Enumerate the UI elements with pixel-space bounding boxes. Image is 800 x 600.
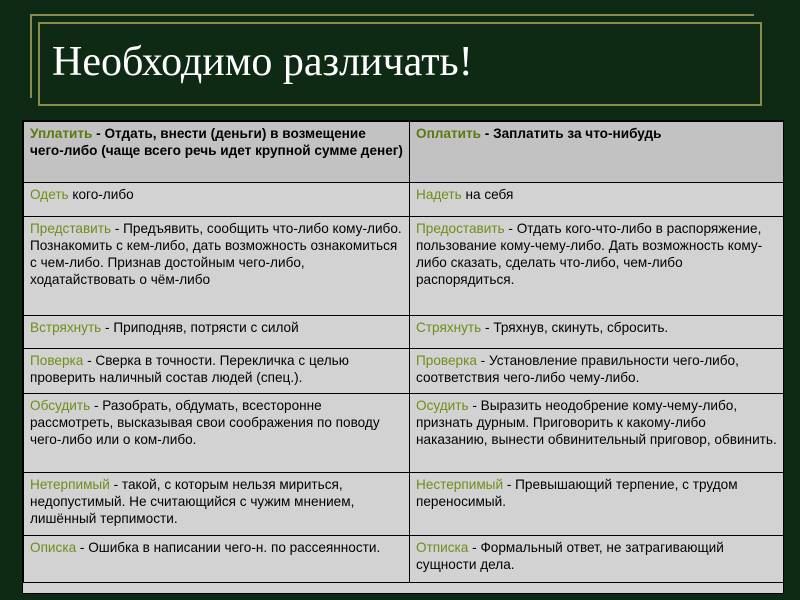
right-cell	[410, 536, 785, 583]
definition: кого-либо	[68, 187, 134, 202]
left-cell	[24, 473, 410, 536]
comparison-table	[23, 121, 784, 583]
term: Нетерпимый	[30, 477, 110, 492]
definition: - Выразить неодобрение кому-чему-либо, признать дурным. Приговорить к какому-либо наказанию, вынести обвинительный приговор, обвинить.	[416, 398, 777, 447]
definition: - Тряхнув, скинуть, сбросить.	[481, 320, 669, 335]
definition: - такой, с которым нельзя мириться, недопустимый. Не считающийся с чужим мнением, лишённый терпимости.	[30, 477, 355, 526]
table-row	[24, 316, 785, 349]
term: Стряхнуть	[416, 320, 482, 335]
page-title: Необходимо различать!	[52, 39, 473, 85]
table-row	[24, 394, 785, 473]
term: Встряхнуть	[30, 320, 102, 335]
right-cell	[410, 349, 785, 394]
definition: - Приподняв, потрясти с силой	[101, 320, 299, 335]
right-cell	[410, 217, 785, 316]
definition: - Сверка в точности. Перекличка с целью проверить наличный состав людей (спец.).	[30, 353, 349, 385]
definition: - Предъявить, сообщить что-либо кому-либо. Познакомить с кем-либо, дать возможность ознакомиться с чем-либо. Признав достойным чего-либо, ходатайствовать о чём-либо	[30, 221, 402, 287]
right-cell	[410, 394, 785, 473]
definition: - Разобрать, обдумать, всесторонне рассмотреть, высказывая свои соображения по поводу чего-либо или о ком-либо.	[30, 398, 380, 447]
left-cell	[24, 536, 410, 583]
title-frame	[38, 22, 762, 106]
definition: - Отдать, внести (деньги) в возмещение чего-либо (чаще всего речь идет крупной сумме денег)	[30, 126, 403, 158]
term: Оплатить	[416, 126, 482, 141]
table-row	[24, 349, 785, 394]
table-row	[24, 473, 785, 536]
table-row	[24, 217, 785, 316]
term: Представить	[30, 221, 112, 236]
definition: - Превышающий терпение, с трудом переносимый.	[416, 477, 738, 509]
term: Отписка	[416, 540, 469, 555]
left-cell	[24, 316, 410, 349]
left-cell	[24, 183, 410, 217]
term: Нестерпимый	[416, 477, 504, 492]
right-cell	[410, 316, 785, 349]
left-cell	[24, 349, 410, 394]
term: Осудить	[416, 398, 469, 413]
table-row	[24, 122, 785, 183]
term: Одеть	[30, 187, 69, 202]
term: Уплатить	[30, 126, 93, 141]
table-row	[24, 183, 785, 217]
definition: на себя	[461, 187, 514, 202]
term: Описка	[30, 540, 77, 555]
term: Проверка	[416, 353, 477, 368]
left-cell	[24, 217, 410, 316]
definition: - Заплатить за что-нибудь	[481, 126, 662, 141]
term: Поверка	[30, 353, 84, 368]
term: Предоставить	[416, 221, 505, 236]
comparison-table-container	[22, 120, 784, 594]
left-cell	[24, 122, 410, 183]
table-row	[24, 536, 785, 583]
term: Обсудить	[30, 398, 91, 413]
right-cell	[410, 122, 785, 183]
definition: - Установление правильности чего-либо, соответствия чего-либо чему-либо.	[416, 353, 739, 385]
definition: - Отдать кого-что-либо в распоряжение, пользование кому-чему-либо. Дать возможность кому-либо сказать, сделать что-либо, чем-либо распорядиться.	[416, 221, 763, 287]
definition: - Ошибка в написании чего-н. по рассеянности.	[76, 540, 381, 555]
definition: - Формальный ответ, не затрагивающий сущности дела.	[416, 540, 724, 572]
left-cell	[24, 394, 410, 473]
term: Надеть	[416, 187, 462, 202]
right-cell	[410, 183, 785, 217]
right-cell	[410, 473, 785, 536]
